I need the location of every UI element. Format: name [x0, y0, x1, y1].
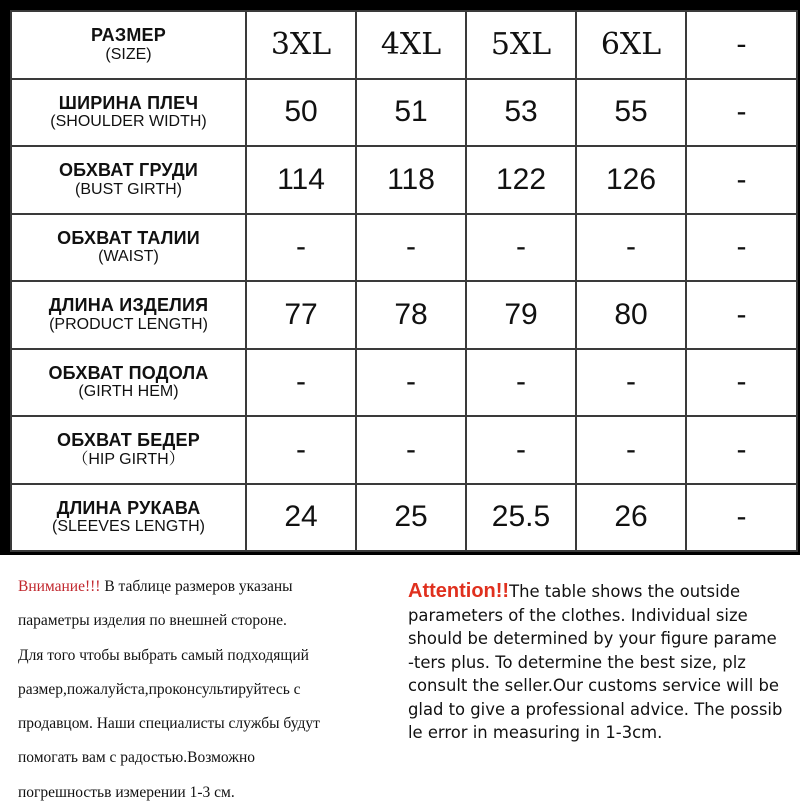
- row-label-en: (SHOULDER WIDTH): [50, 113, 207, 131]
- english-warning-label: Attention!!: [408, 580, 510, 602]
- table-row: [11, 214, 797, 282]
- table-row: [11, 146, 797, 214]
- table-cell: -: [356, 214, 466, 282]
- header-label-ru: РАЗМЕР: [91, 25, 166, 46]
- english-note-line: le error in measuring in 1-3cm.: [408, 723, 663, 742]
- table-cell: 50: [246, 79, 356, 147]
- english-note-line: glad to give a professional advice. The possib: [408, 699, 783, 719]
- russian-warning-label: Внимание!!!: [18, 578, 101, 595]
- table-cell: -: [466, 349, 576, 417]
- row-label-en: (GIRTH HEM): [78, 383, 179, 401]
- english-note-line: [408, 580, 800, 604]
- table-cell: -: [356, 349, 466, 417]
- russian-note-line: Для того чтобы выбрать самый подходящий: [18, 646, 309, 664]
- russian-note-line: размер,пожалуйста,проконсультируйтесь с: [18, 680, 301, 698]
- english-note-line: should be determined by your figure parame: [408, 629, 777, 648]
- table-cell: 51: [356, 79, 466, 147]
- table-cell: -: [246, 416, 356, 484]
- table-cell: -: [686, 484, 797, 552]
- row-label-cell: [11, 416, 246, 484]
- header-label-en: (SIZE): [105, 45, 152, 63]
- table-cell: 79: [466, 281, 576, 349]
- table-cell: -: [246, 214, 356, 282]
- english-note: [408, 580, 800, 745]
- table-cell: -: [686, 416, 797, 484]
- row-label-cell: [11, 214, 246, 282]
- size-chart-table: [10, 10, 798, 552]
- table-cell: 118: [356, 146, 466, 214]
- table-cell: 55: [576, 79, 686, 147]
- table-cell: 26: [576, 484, 686, 552]
- size-heading: 4XL: [356, 11, 466, 79]
- table-cell: -: [686, 349, 797, 417]
- table-cell: -: [576, 349, 686, 417]
- row-label-ru: ОБХВАТ ПОДОЛА: [48, 362, 209, 383]
- russian-note-line: помогать вам с радостью.Возможно: [18, 749, 256, 767]
- row-label-en: （HIP GIRTH）: [72, 450, 185, 468]
- table-cell: -: [576, 416, 686, 484]
- table-row: [11, 484, 797, 552]
- row-label-ru: ШИРИНА ПЛЕЧ: [58, 92, 199, 113]
- russian-note-line: [18, 570, 403, 604]
- size-heading: 3XL: [246, 11, 356, 79]
- table-cell: -: [576, 214, 686, 282]
- size-heading: 5XL: [466, 11, 576, 79]
- table-cell: 25: [356, 484, 466, 552]
- table-cell: -: [686, 146, 797, 214]
- table-cell: -: [686, 281, 797, 349]
- table-cell: 24: [246, 484, 356, 552]
- english-note-text: The table shows the outside: [509, 582, 741, 601]
- size-heading: 6XL: [576, 11, 686, 79]
- table-row: [11, 416, 797, 484]
- table-row: [11, 79, 797, 147]
- row-label-en: (PRODUCT LENGTH): [49, 315, 208, 333]
- size-heading: -: [686, 11, 797, 79]
- table-cell: 126: [576, 146, 686, 214]
- row-label-ru: ОБХВАТ ГРУДИ: [58, 160, 199, 181]
- row-label-en: (BUST GIRTH): [75, 180, 182, 198]
- english-note-line: consult the seller.Our customs service will be: [408, 676, 779, 695]
- russian-note-line: погрешностьв измерении 1-3 см.: [18, 783, 235, 801]
- english-note-line: parameters of the clothes. Individual size: [408, 605, 748, 625]
- header-label-cell: [11, 11, 246, 79]
- row-label-ru: ДЛИНА ИЗДЕЛИЯ: [48, 295, 209, 316]
- row-label-en: (SLEEVES LENGTH): [52, 518, 205, 536]
- russian-note-line: продавцом. Наши специалисты службы будут: [18, 715, 320, 733]
- russian-note: [18, 570, 403, 810]
- table-row: [11, 281, 797, 349]
- table-cell: -: [686, 79, 797, 147]
- table-header-row: [11, 11, 797, 79]
- table-cell: 122: [466, 146, 576, 214]
- table-cell: -: [686, 214, 797, 282]
- table-row: [11, 349, 797, 417]
- table-cell: 53: [466, 79, 576, 147]
- row-label-en: (WAIST): [98, 248, 159, 266]
- row-label-cell: [11, 146, 246, 214]
- table-cell: -: [356, 416, 466, 484]
- table-cell: 25.5: [466, 484, 576, 552]
- english-note-line: -ters plus. To determine the best size, plz: [408, 652, 746, 672]
- row-label-ru: ОБХВАТ ТАЛИИ: [57, 227, 200, 248]
- table-cell: 114: [246, 146, 356, 214]
- row-label-cell: [11, 281, 246, 349]
- row-label-ru: ДЛИНА РУКАВА: [56, 497, 201, 518]
- table-cell: -: [466, 416, 576, 484]
- row-label-cell: [11, 349, 246, 417]
- table-cell: 80: [576, 281, 686, 349]
- table-cell: 77: [246, 281, 356, 349]
- table-cell: 78: [356, 281, 466, 349]
- russian-note-line: параметры изделия по внешней стороне.: [18, 612, 287, 630]
- russian-note-text: В таблице размеров указаны: [100, 578, 293, 595]
- row-label-ru: ОБХВАТ БЕДЕР: [57, 430, 200, 451]
- table-cell: -: [466, 214, 576, 282]
- row-label-cell: [11, 79, 246, 147]
- table-cell: -: [246, 349, 356, 417]
- row-label-cell: [11, 484, 246, 552]
